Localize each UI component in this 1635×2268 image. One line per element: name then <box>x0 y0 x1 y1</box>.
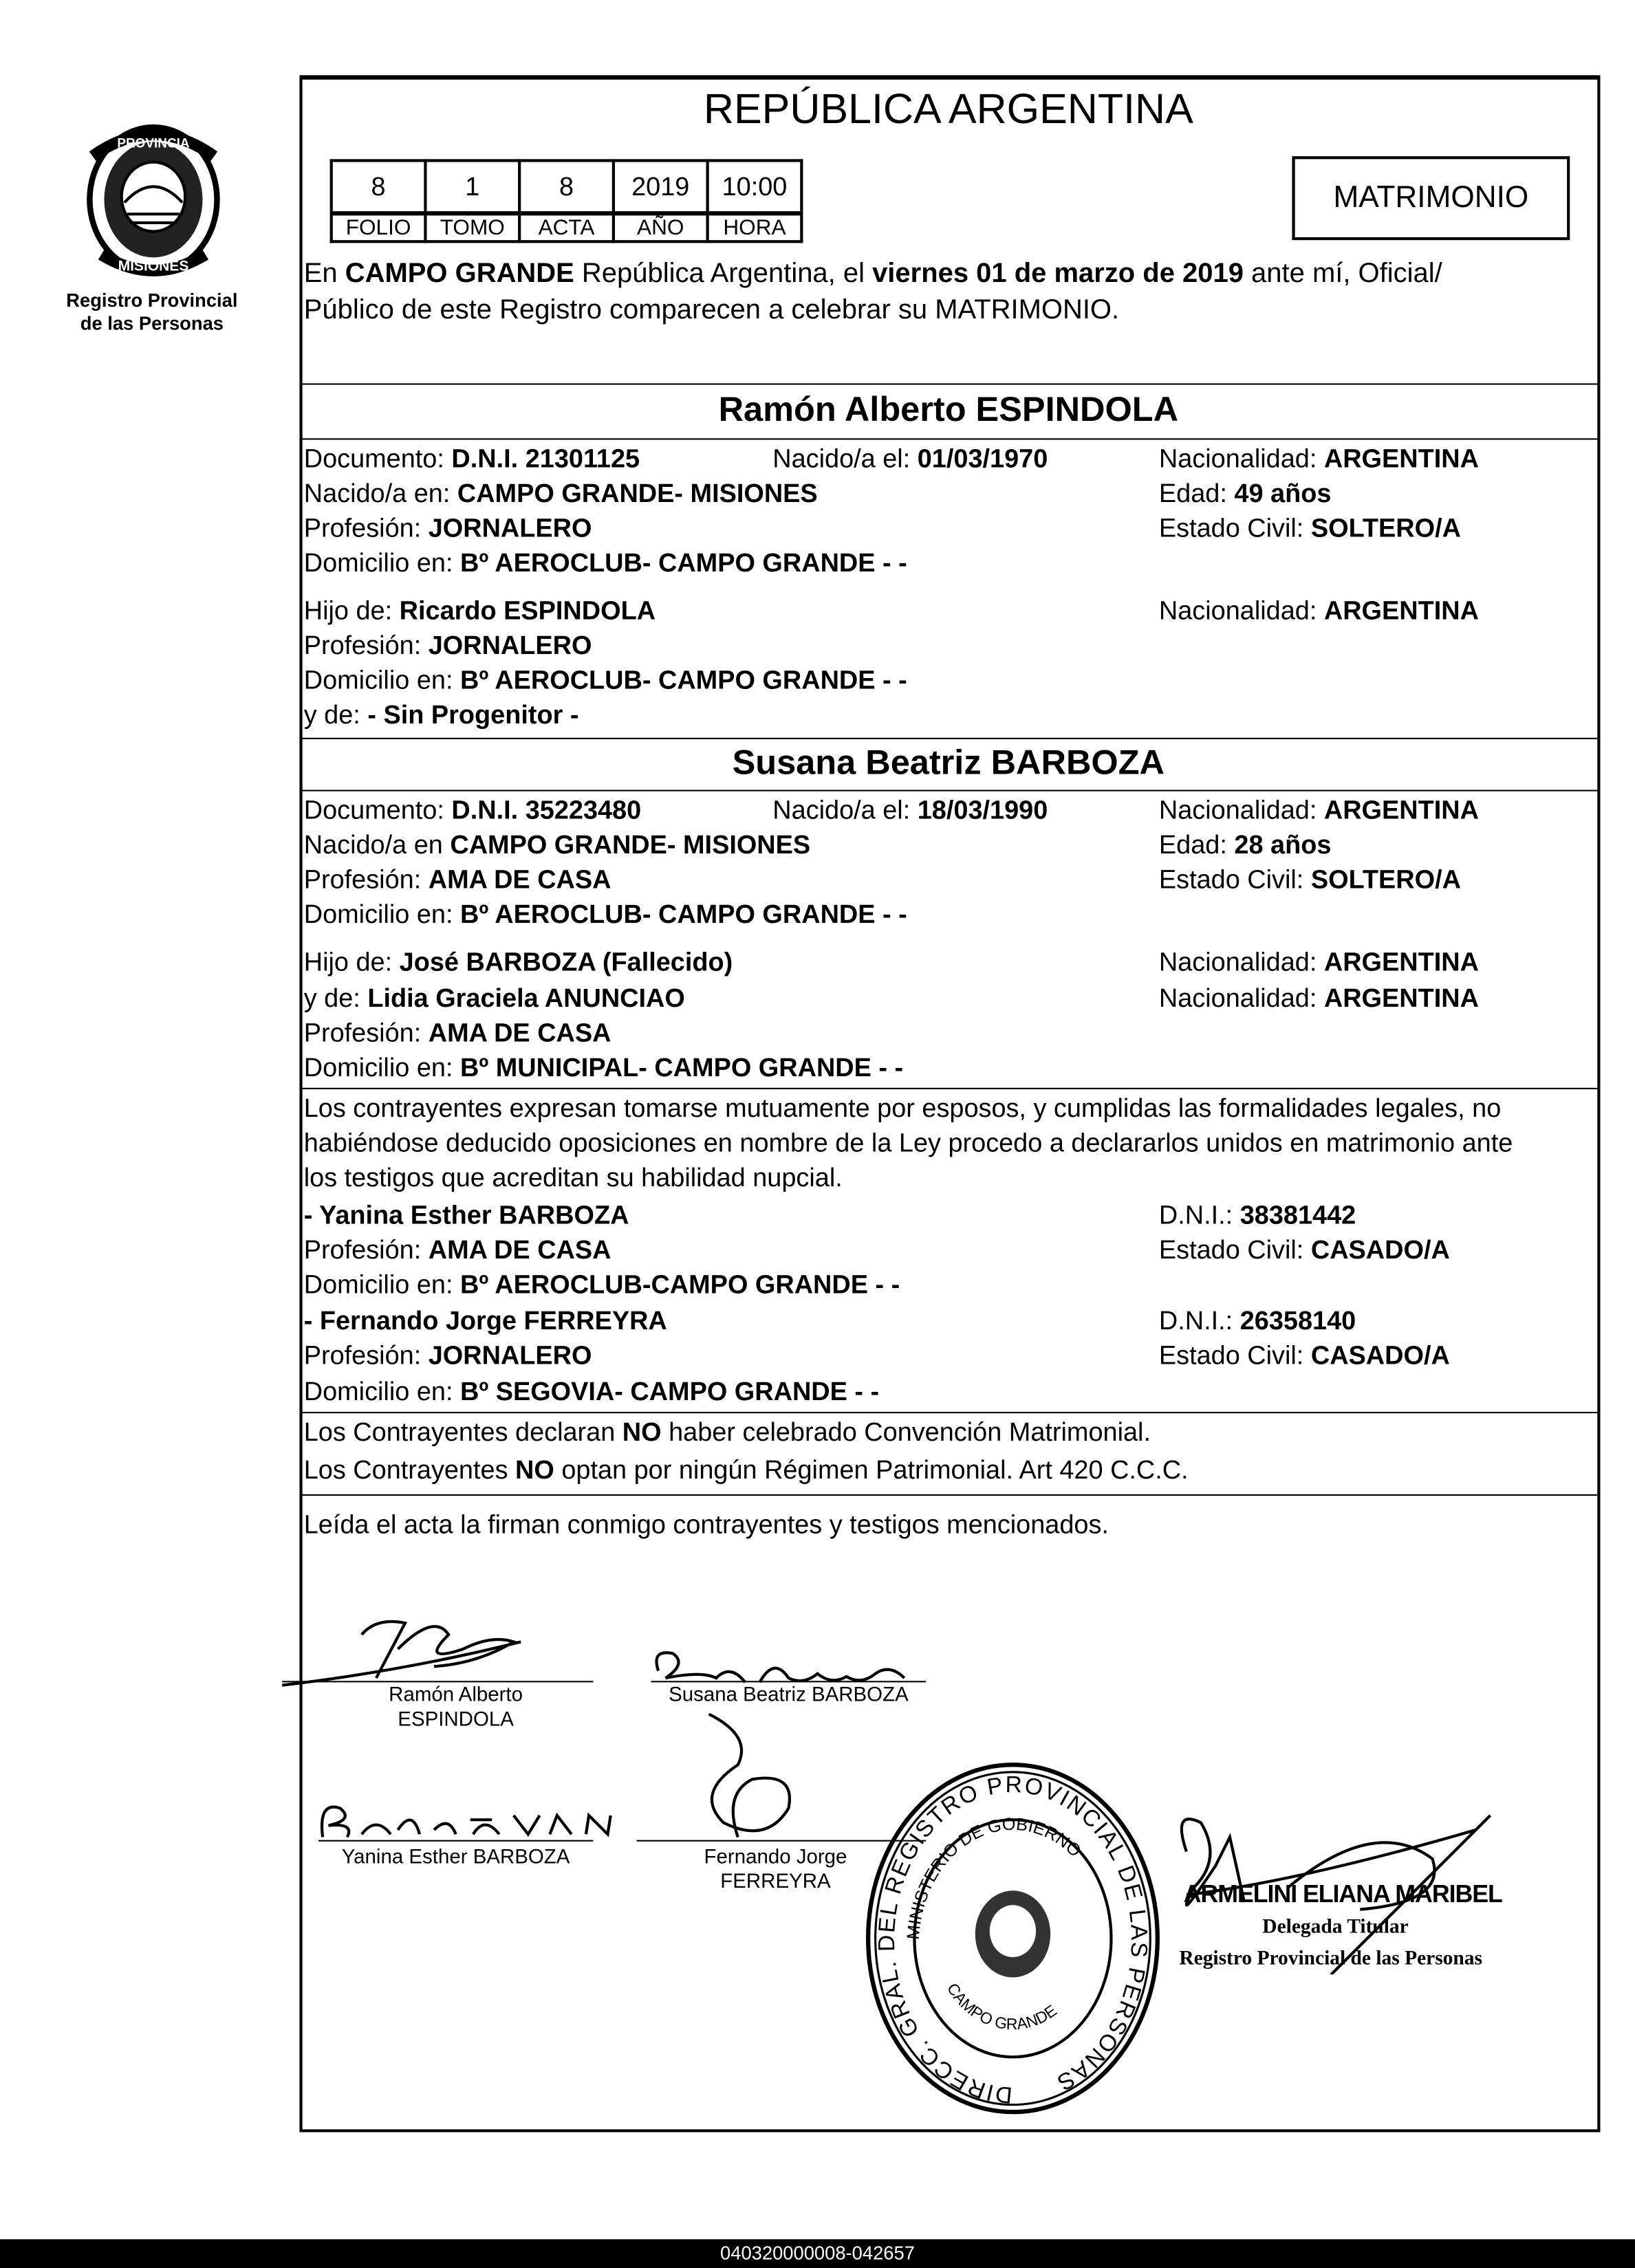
divider <box>299 738 1597 739</box>
groom-address: Domicilio en: Bº AEROCLUB- CAMPO GRANDE - - <box>303 548 907 578</box>
bride-signature-caption: Susana Beatriz BARBOZA <box>669 1682 909 1706</box>
bride-mother-profession: Profesión: AMA DE CASA <box>303 1018 611 1047</box>
groom-nationality: Nacionalidad: ARGENTINA <box>1158 444 1479 473</box>
witness-2-profession: Profesión: JORNALERO <box>303 1340 592 1371</box>
groom-birthplace: Nacido/a en: CAMPO GRANDE- MISIONES <box>303 479 818 508</box>
witness-2-address: Domicilio en: Bº SEGOVIA- CAMPO GRANDE - - <box>303 1377 880 1406</box>
groom-document: Documento: D.N.I. 21301125 <box>303 444 640 473</box>
document-barcode-number: 040320000008-042657 <box>0 2239 1635 2268</box>
svg-text:PROVINCIA: PROVINCIA <box>117 136 190 151</box>
official-name: ARMELINI ELIANA MARIBEL <box>1183 1880 1502 1908</box>
divider <box>299 438 1597 439</box>
divider <box>299 1412 1597 1413</box>
province-seal-logo <box>72 113 235 283</box>
logo-caption-line2: de las Personas <box>80 312 224 334</box>
witness-2-dni: D.N.I.: 26358140 <box>1158 1306 1356 1335</box>
bride-father: Hijo de: José BARBOZA (Fallecido) <box>303 947 733 977</box>
folio-value: 8 <box>332 160 426 213</box>
folio-table <box>330 159 803 243</box>
official-stamp <box>861 1758 1165 2119</box>
bride-mother: y de: Lidia Graciela ANUNCIAO <box>303 983 685 1013</box>
groom-father: Hijo de: Ricardo ESPINDOLA <box>303 596 656 625</box>
groom-birthdate: Nacido/a el: 01/03/1970 <box>772 444 1048 473</box>
witness-2-signature <box>666 1707 839 1851</box>
convention-statement: Los Contrayentes declaran NO haber celebrado Convención Matrimonial. <box>303 1417 1151 1447</box>
witness-1-dni: D.N.I.: 38381442 <box>1158 1200 1356 1230</box>
anio-value: 2019 <box>614 160 708 213</box>
anio-label: AÑO <box>614 213 708 241</box>
witness-2-name: - Fernando Jorge FERREYRA <box>303 1306 667 1335</box>
groom-mother: y de: - Sin Progenitor - <box>303 700 579 730</box>
bride-birthdate: Nacido/a el: 18/03/1990 <box>772 795 1048 825</box>
tomo-value: 1 <box>425 160 519 213</box>
bride-mother-nationality: Nacionalidad: ARGENTINA <box>1158 983 1479 1013</box>
hora-label: HORA <box>708 213 802 241</box>
witness-1-profession: Profesión: AMA DE CASA <box>303 1235 611 1265</box>
page-title: REPÚBLICA ARGENTINA <box>703 87 1193 133</box>
svg-text:MINISTERIO DE GOBIERNO: MINISTERIO DE GOBIERNO <box>903 1814 1085 1941</box>
witness-1-name: - Yanina Esther BARBOZA <box>303 1200 629 1230</box>
witness-1-civil-status: Estado Civil: CASADO/A <box>1158 1235 1450 1265</box>
svg-text:DIRECC. GRAL. DEL REGISTRO PRO: DIRECC. GRAL. DEL REGISTRO PROVINCIAL DE LAS PERSONAS <box>874 1772 1152 2108</box>
bride-father-nationality: Nacionalidad: ARGENTINA <box>1158 947 1479 977</box>
act-type-box: MATRIMONIO <box>1292 156 1570 240</box>
bride-name: Susana Beatriz BARBOZA <box>732 743 1165 783</box>
bride-address: Domicilio en: Bº AEROCLUB- CAMPO GRANDE - - <box>303 899 907 929</box>
regime-statement: Los Contrayentes NO optan por ningún Régimen Patrimonial. Art 420 C.C.C. <box>303 1455 1189 1485</box>
groom-age: Edad: 49 años <box>1158 479 1332 508</box>
witness-2-civil-status: Estado Civil: CASADO/A <box>1158 1340 1450 1371</box>
bride-profession: Profesión: AMA DE CASA <box>303 864 611 894</box>
bride-mother-address: Domicilio en: Bº MUNICIPAL- CAMPO GRANDE - - <box>303 1053 904 1082</box>
groom-name: Ramón Alberto ESPINDOLA <box>718 390 1179 430</box>
bride-birthplace: Nacido/a en CAMPO GRANDE- MISIONES <box>303 830 811 860</box>
groom-father-address: Domicilio en: Bº AEROCLUB- CAMPO GRANDE - - <box>303 665 907 695</box>
groom-signature-caption: Ramón Alberto ESPINDOLA <box>389 1682 523 1730</box>
groom-signature <box>275 1606 565 1692</box>
divider <box>299 383 1597 384</box>
hora-value: 10:00 <box>708 160 802 213</box>
official-office: Registro Provincial de las Personas <box>1179 1948 1482 1970</box>
divider <box>299 1494 1597 1496</box>
witness-2-signature-caption: Fernando Jorge FERREYRA <box>704 1844 847 1893</box>
witness-1-address: Domicilio en: Bº AEROCLUB-CAMPO GRANDE - - <box>303 1269 900 1299</box>
acta-value: 8 <box>519 160 614 213</box>
official-title: Delegada Titular <box>1262 1917 1409 1939</box>
declaration-text: Los contrayentes expresan tomarse mutuamente por esposos, y cumplidas las formalidades legales, no habiéndose deducido oposiciones en nombre de la Ley procedo a declararlos unidos en matrimonio ante los testigos que acreditan su habilidad nupcial. <box>303 1093 1513 1192</box>
bride-nationality: Nacionalidad: ARGENTINA <box>1158 795 1479 825</box>
folio-label: FOLIO <box>332 213 426 241</box>
witness-1-signature-caption: Yanina Esther BARBOZA <box>341 1844 570 1868</box>
bride-age: Edad: 28 años <box>1158 830 1332 860</box>
logo-caption-line1: Registro Provincial <box>66 289 238 312</box>
groom-civil-status: Estado Civil: SOLTERO/A <box>1158 513 1461 543</box>
acta-label: ACTA <box>519 213 614 241</box>
svg-text:CAMPO GRANDE: CAMPO GRANDE <box>943 1980 1061 2033</box>
witness-1-signature <box>311 1793 644 1844</box>
bride-civil-status: Estado Civil: SOLTERO/A <box>1158 864 1461 894</box>
bride-document: Documento: D.N.I. 35223480 <box>303 795 642 825</box>
svg-text:MISIONES: MISIONES <box>118 258 189 274</box>
intro-text: En CAMPO GRANDE República Argentina, el viernes 01 de marzo de 2019 ante mí, Oficial/ Público de este Registro comparecen a celebrar su MATRIMONIO. <box>303 259 1442 326</box>
groom-profession: Profesión: JORNALERO <box>303 513 592 543</box>
divider <box>299 790 1597 792</box>
closing-text: Leída el acta la firman conmigo contrayentes y testigos mencionados. <box>303 1510 1109 1540</box>
tomo-label: TOMO <box>425 213 519 241</box>
groom-father-nationality: Nacionalidad: ARGENTINA <box>1158 596 1479 625</box>
divider <box>299 1088 1597 1089</box>
groom-father-profession: Profesión: JORNALERO <box>303 631 592 660</box>
